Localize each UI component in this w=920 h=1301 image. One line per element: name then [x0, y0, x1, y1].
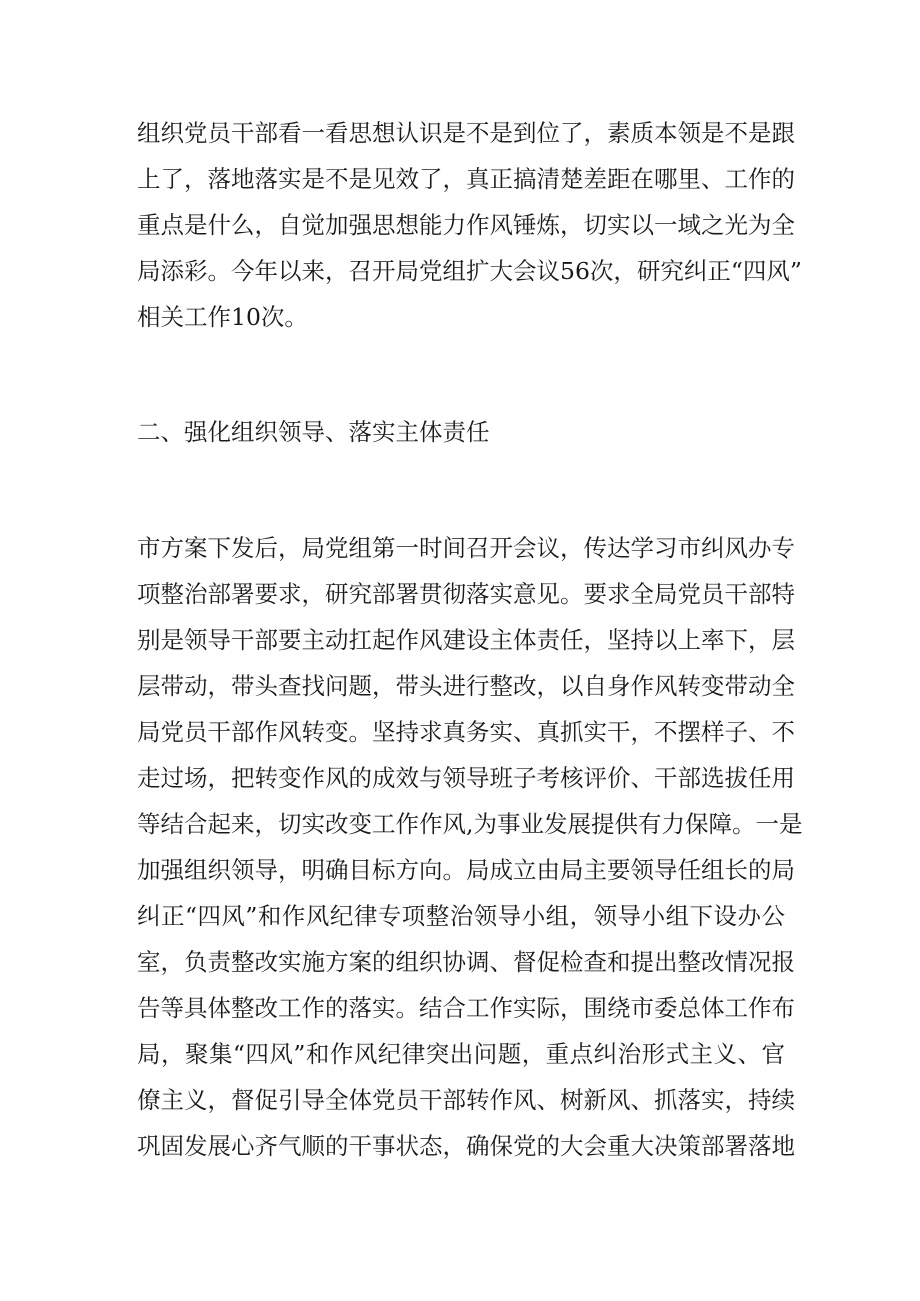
text-line: 等结合起来，切实改变工作作风,为事业发展提供有力保障。一是	[137, 810, 803, 838]
text-line: 局党员干部作风转变。坚持求真务实、真抓实干，不摆样子、不	[137, 718, 795, 746]
text-line: 局添彩。今年以来，召开局党组扩大会议56次，研究纠正“四风”	[137, 257, 802, 285]
text-line: 别是领导干部要主动扛起作风建设主体责任，坚持以上率下，层	[137, 626, 795, 654]
section-heading: 二、强化组织领导、落实主体责任	[137, 418, 490, 446]
text-line: 市方案下发后，局党组第一时间召开会议，传达学习市纠风办专	[137, 534, 795, 562]
text-line: 组织党员干部看一看思想认识是不是到位了，素质本领是不是跟	[137, 119, 795, 147]
text-line: 项整治部署要求，研究部署贯彻落实意见。要求全局党员干部特	[137, 580, 795, 608]
text-line: 走过场，把转变作风的成效与领导班子考核评价、干部选拔任用	[137, 764, 795, 792]
text-line: 僚主义，督促引导全体党员干部转作风、树新风、抓落实，持续	[137, 1086, 795, 1114]
text-line: 告等具体整改工作的落实。结合工作实际，围绕市委总体工作布	[137, 994, 795, 1022]
text-line: 相关工作10次。	[137, 303, 308, 331]
text-line: 重点是什么，自觉加强思想能力作风锤炼，切实以一域之光为全	[137, 211, 795, 239]
text-line: 上了，落地落实是不是见效了，真正搞清楚差距在哪里、工作的	[137, 165, 795, 193]
text-line: 室，负责整改实施方案的组织协调、督促检查和提出整改情况报	[137, 948, 795, 976]
text-line: 局，聚集“四风”和作风纪律突出问题，重点纠治形式主义、官	[137, 1040, 785, 1068]
text-line: 纠正“四风”和作风纪律专项整治领导小组，领导小组下设办公	[137, 902, 785, 930]
text-line: 层带动，带头查找问题，带头进行整改，以自身作风转变带动全	[137, 672, 795, 700]
text-line: 巩固发展心齐气顺的干事状态，确保党的大会重大决策部署落地	[137, 1132, 795, 1160]
text-line: 加强组织领导，明确目标方向。局成立由局主要领导任组长的局	[137, 856, 795, 884]
